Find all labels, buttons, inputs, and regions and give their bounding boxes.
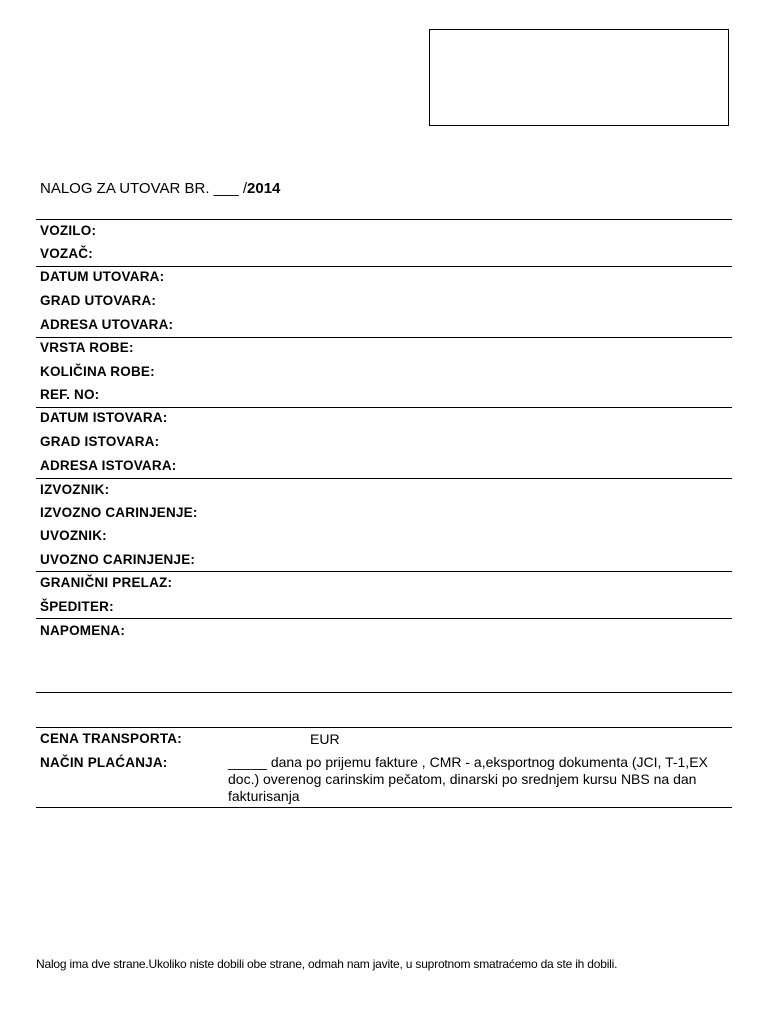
field-vrsta-robe: VRSTA ROBE: bbox=[40, 340, 134, 355]
price-currency: EUR bbox=[310, 731, 340, 747]
field-adresa-istovara: ADRESA ISTOVARA: bbox=[40, 458, 177, 473]
field-ref-no: REF. NO: bbox=[40, 387, 100, 402]
field-napomena: NAPOMENA: bbox=[40, 623, 126, 638]
field-izvozno-carinjenje: IZVOZNO CARINJENJE: bbox=[40, 505, 198, 520]
field-granicni-prelaz: GRANIČNI PRELAZ: bbox=[40, 575, 173, 590]
divider-unloading bbox=[36, 478, 732, 479]
payment-label: NAČIN PLAĆANJA: bbox=[40, 755, 168, 770]
divider-price-top bbox=[36, 727, 732, 728]
divider-border bbox=[36, 618, 732, 619]
divider-goods bbox=[36, 407, 732, 408]
divider-loading bbox=[36, 337, 732, 338]
field-vozac: VOZAČ: bbox=[40, 246, 93, 261]
field-izvoznik: IZVOZNIK: bbox=[40, 482, 110, 497]
field-spediter: ŠPEDITER: bbox=[40, 599, 114, 614]
divider-top bbox=[36, 219, 732, 220]
divider-customs bbox=[36, 571, 732, 572]
field-grad-utovara: GRAD UTOVARA: bbox=[40, 293, 157, 308]
field-kolicina-robe: KOLIČINA ROBE: bbox=[40, 364, 155, 379]
price-label: CENA TRANSPORTA: bbox=[40, 731, 182, 746]
document-title bbox=[40, 180, 280, 197]
divider-bottom bbox=[36, 807, 732, 808]
field-uvozno-carinjenje: UVOZNO CARINJENJE: bbox=[40, 552, 196, 567]
title-prefix: NALOG ZA UTOVAR BR. ___ / bbox=[40, 180, 248, 197]
field-vozilo: VOZILO: bbox=[40, 223, 97, 238]
field-datum-utovara: DATUM UTOVARA: bbox=[40, 269, 165, 284]
divider-note bbox=[36, 692, 732, 693]
field-uvoznik: UVOZNIK: bbox=[40, 528, 107, 543]
payment-terms: _____ dana po prijemu fakture , CMR - a,eksportnog dokumenta (JCI, T-1,EX doc.) overenog carinskim pečatom, dinarski po srednjem kursu NBS na dan fakturisanja bbox=[228, 754, 708, 804]
divider-vehicle bbox=[36, 266, 732, 267]
field-adresa-utovara: ADRESA UTOVARA: bbox=[40, 317, 174, 332]
field-datum-istovara: DATUM ISTOVARA: bbox=[40, 410, 168, 425]
field-grad-istovara: GRAD ISTOVARA: bbox=[40, 434, 160, 449]
footer-note: Nalog ima dve strane.Ukoliko niste dobili obe strane, odmah nam javite, u suprotnom smatraćemo da ste ih dobili. bbox=[36, 957, 618, 971]
stamp-box bbox=[429, 29, 729, 126]
title-year: 2014 bbox=[247, 180, 281, 197]
